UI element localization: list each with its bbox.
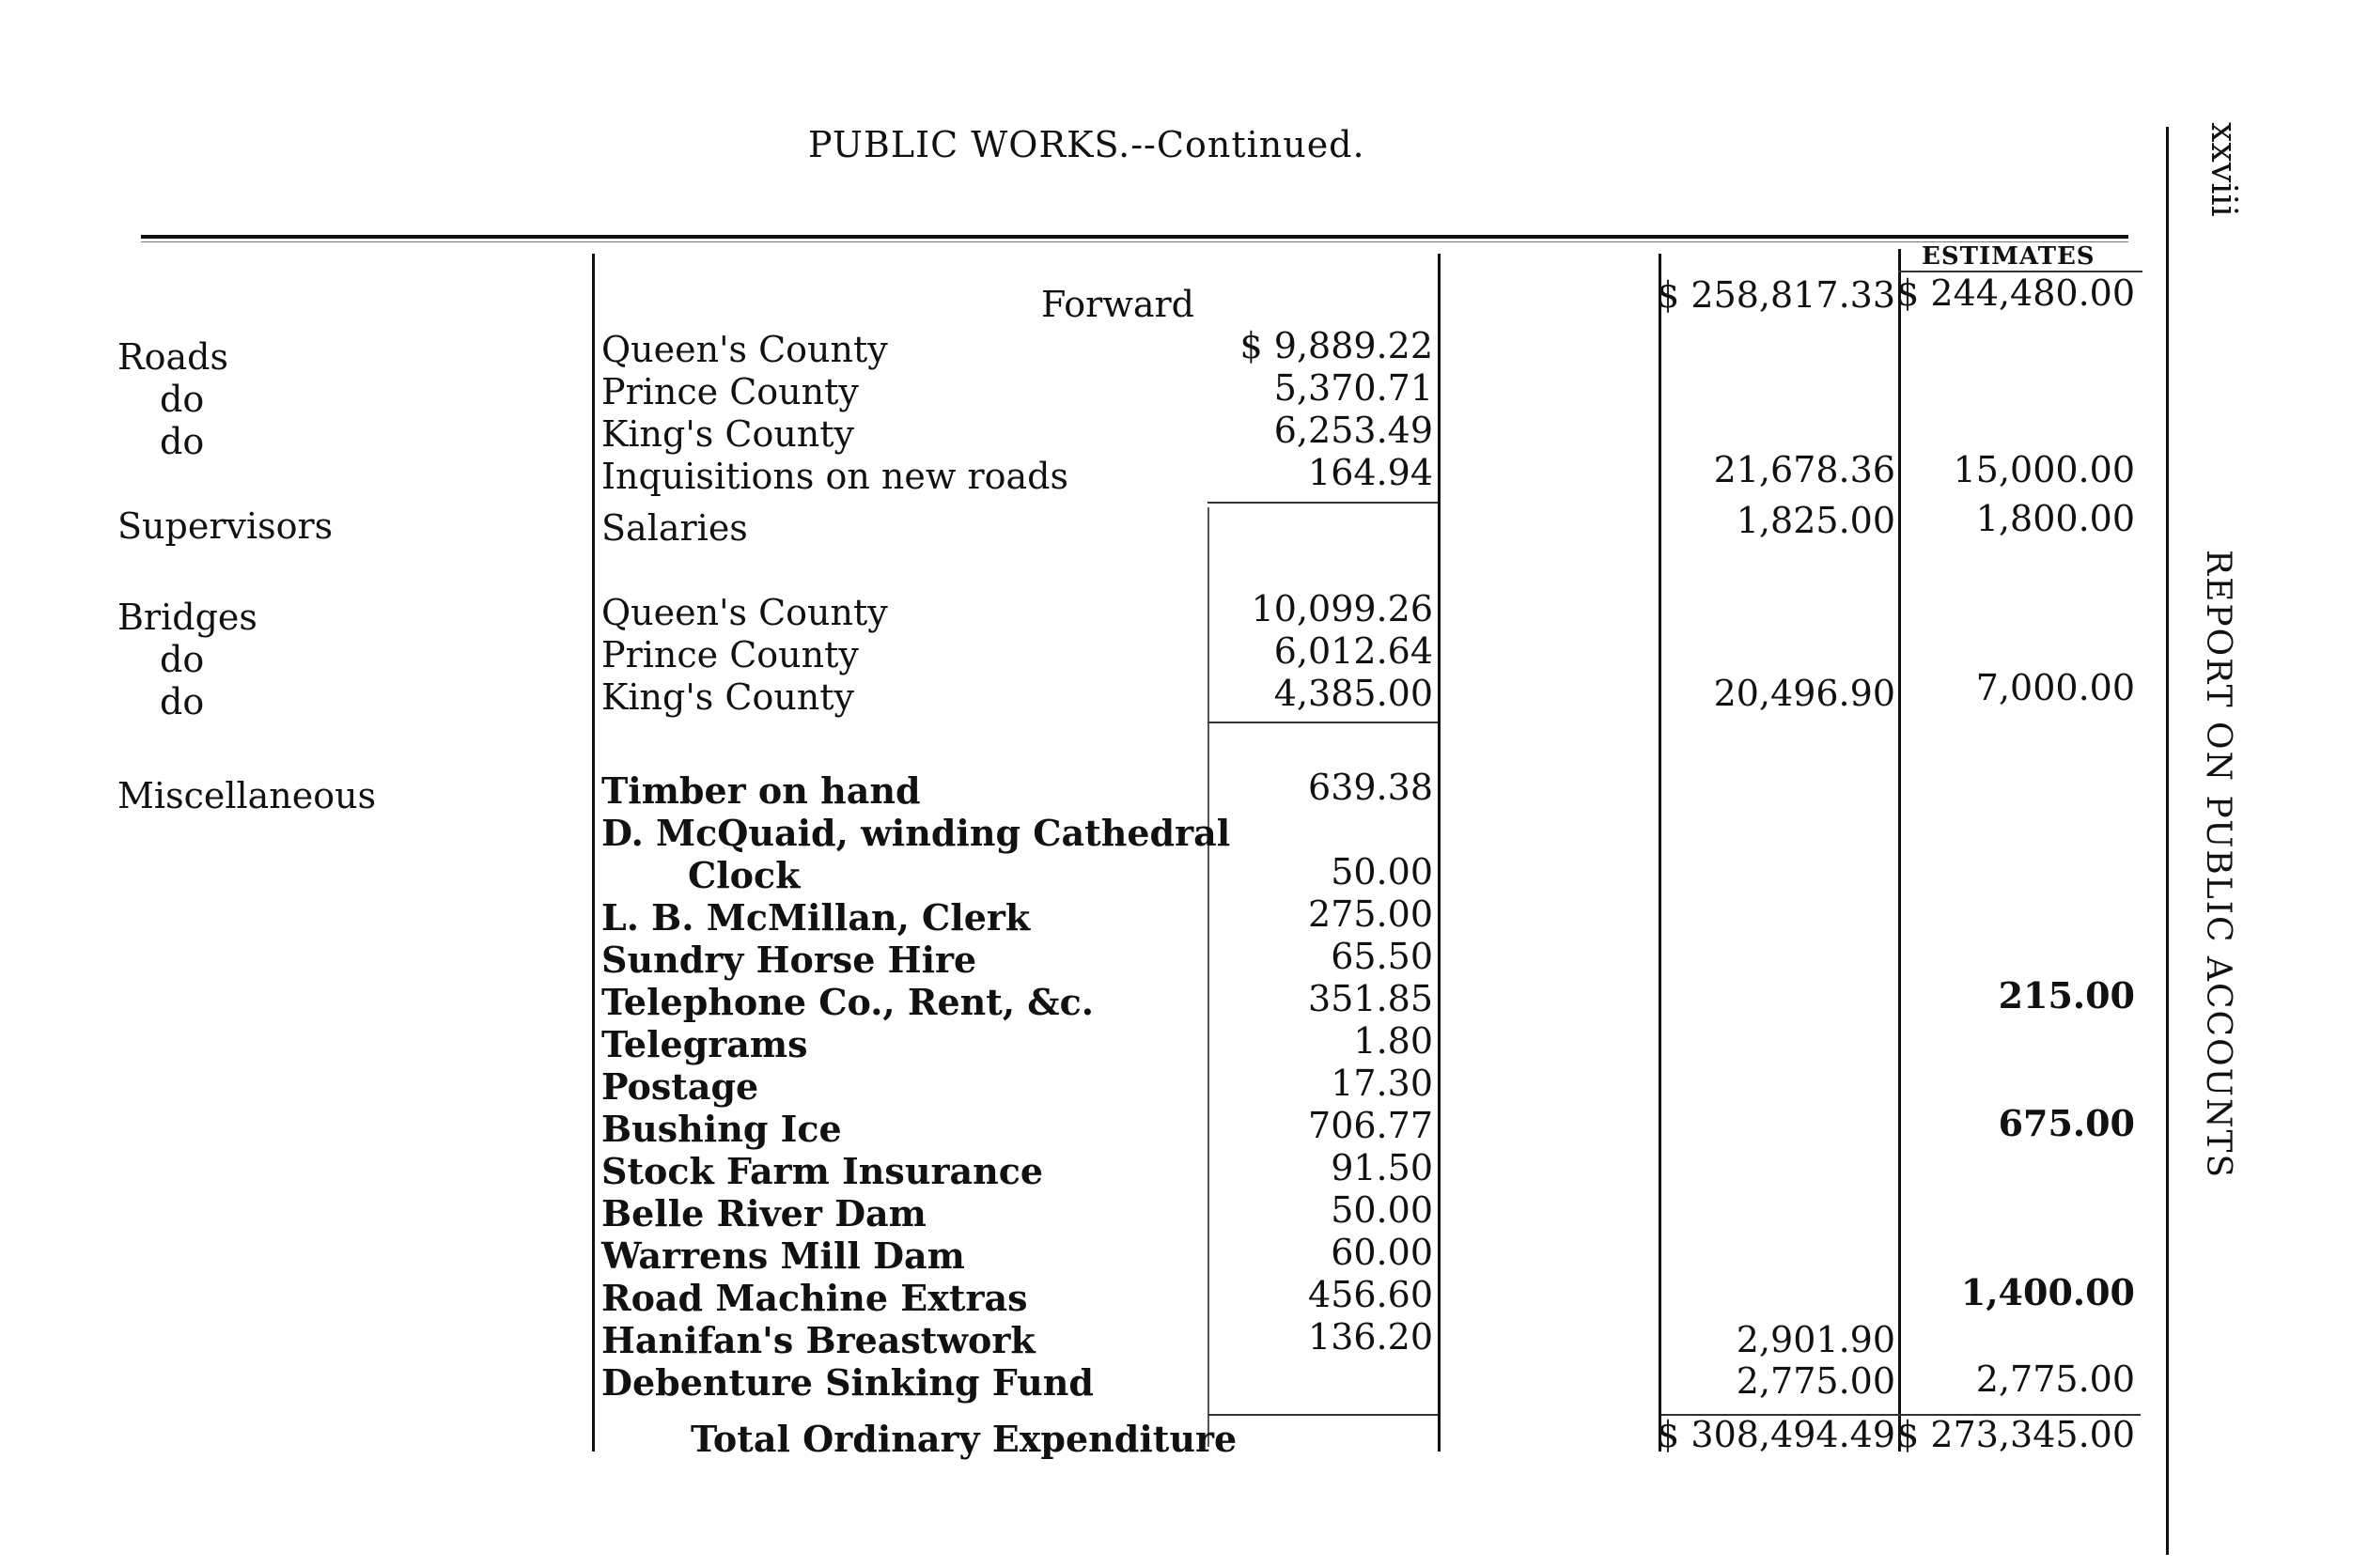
line-item-amount: 65.50 (1331, 936, 1433, 977)
subtotal-rule (1207, 502, 1438, 504)
forward-total: $ 258,817.33 (1657, 274, 1895, 316)
line-item-desc: Warrens Mill Dam (601, 1234, 965, 1277)
line-item-amount: 456.60 (1308, 1274, 1433, 1315)
roads-total: 21,678.36 (1713, 449, 1895, 490)
line-item-desc: Queen's County (601, 592, 888, 633)
line-item-desc: Debenture Sinking Fund (601, 1361, 1094, 1404)
category-bridges-ditto-1: do (160, 639, 205, 680)
supervisors-total: 1,825.00 (1736, 500, 1895, 541)
header-rule (141, 235, 2128, 239)
forward-estimate: $ 244,480.00 (1896, 272, 2135, 314)
line-item-amount: $ 9,889.22 (1239, 325, 1433, 366)
col-rule-amount-right (1438, 254, 1441, 1452)
header-rule-thin (141, 241, 2128, 242)
line-item-desc: Queen's County (601, 329, 888, 370)
grand-total-amount: $ 308,494.49 (1657, 1414, 1895, 1455)
col-rule-total (1659, 254, 1661, 1452)
line-item-amount: 6,012.64 (1273, 630, 1433, 672)
line-item-amount: 91.50 (1331, 1147, 1433, 1188)
line-item-desc: D. McQuaid, winding Cathedral (601, 812, 1231, 854)
line-item-desc: Clock (688, 854, 801, 896)
category-roads-ditto-2: do (160, 421, 205, 462)
line-item-desc: Timber on hand (601, 769, 921, 812)
line-item-desc: King's County (601, 676, 855, 718)
margin-rule (2166, 127, 2169, 1555)
col-rule-amount-left (1207, 507, 1209, 1447)
running-head: REPORT ON PUBLIC ACCOUNTS (2199, 550, 2237, 1180)
line-item-desc: Inquisitions on new roads (601, 456, 1068, 497)
line-item-amount: 50.00 (1331, 1189, 1433, 1231)
bridges-total: 20,496.90 (1713, 673, 1895, 714)
line-item-desc: Telephone Co., Rent, &c. (601, 981, 1094, 1023)
forward-label: Forward (1041, 284, 1195, 325)
road-machine-estimate: 1,400.00 (1960, 1271, 2135, 1313)
line-item-amount: 50.00 (1331, 851, 1433, 893)
sinking-fund-total: 2,775.00 (1736, 1360, 1895, 1402)
category-bridges-ditto-2: do (160, 681, 205, 722)
sinking-fund-estimate: 2,775.00 (1975, 1358, 2135, 1400)
col-rule-estimate (1898, 249, 1901, 1452)
line-item-desc: Telegrams (601, 1023, 808, 1065)
col-rule-desc (592, 254, 595, 1452)
line-item-amount: 60.00 (1331, 1232, 1433, 1273)
line-item-amount: 639.38 (1308, 767, 1433, 808)
category-bridges: Bridges (117, 597, 257, 638)
line-item-amount: 275.00 (1308, 893, 1433, 935)
line-item-amount: 1.80 (1353, 1020, 1433, 1062)
bushing-ice-estimate: 675.00 (1998, 1102, 2135, 1144)
line-item-desc: Bushing Ice (601, 1108, 842, 1150)
line-item-amount: 4,385.00 (1273, 673, 1433, 714)
category-miscellaneous: Miscellaneous (117, 775, 377, 816)
line-item-amount: 351.85 (1308, 978, 1433, 1019)
estimates-heading: ESTIMATES (1922, 242, 2095, 271)
line-item-amount: 5,370.71 (1273, 367, 1433, 409)
category-supervisors: Supervisors (117, 505, 334, 547)
subtotal-rule (1207, 722, 1438, 723)
grand-total-estimate: $ 273,345.00 (1896, 1414, 2135, 1455)
line-item-desc: Belle River Dam (601, 1192, 927, 1234)
telephone-estimate: 215.00 (1998, 974, 2135, 1017)
line-item-amount: 17.30 (1331, 1063, 1433, 1104)
line-item-desc: Hanifan's Breastwork (601, 1319, 1036, 1361)
grand-total-rule (1207, 1414, 1438, 1416)
grand-total-label: Total Ordinary Expenditure (691, 1418, 1238, 1460)
line-item-desc: Postage (601, 1065, 759, 1108)
line-item-desc: Stock Farm Insurance (601, 1150, 1044, 1192)
line-item-desc: Prince County (601, 634, 859, 675)
category-roads-ditto-1: do (160, 379, 205, 420)
line-item-desc: King's County (601, 413, 855, 455)
misc-total: 2,901.90 (1736, 1319, 1895, 1360)
line-item-desc: Salaries (601, 507, 748, 549)
page-title: PUBLIC WORKS.--Continued. (808, 124, 1365, 165)
line-item-amount: 164.94 (1308, 452, 1433, 493)
line-item-amount: 136.20 (1308, 1316, 1433, 1358)
line-item-desc: L. B. McMillan, Clerk (601, 896, 1031, 939)
line-item-amount: 706.77 (1308, 1105, 1433, 1146)
line-item-desc: Sundry Horse Hire (601, 939, 977, 981)
line-item-desc: Prince County (601, 371, 859, 412)
supervisors-estimate: 1,800.00 (1975, 498, 2135, 539)
category-roads: Roads (117, 336, 228, 378)
page-number: xxviii (2204, 122, 2245, 217)
line-item-desc: Road Machine Extras (601, 1277, 1028, 1319)
line-item-amount: 10,099.26 (1251, 588, 1433, 629)
roads-estimate: 15,000.00 (1953, 449, 2135, 490)
line-item-amount: 6,253.49 (1273, 410, 1433, 451)
bridges-estimate: 7,000.00 (1975, 667, 2135, 708)
